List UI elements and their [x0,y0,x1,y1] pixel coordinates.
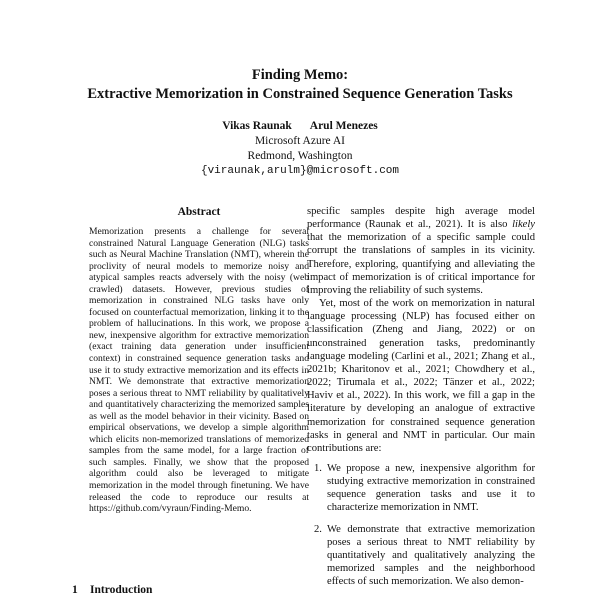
author-names [0,119,600,134]
title-line-1: Finding Memo: [251,67,349,83]
affiliation: Microsoft Azure AI [254,135,346,147]
contributions-list [307,462,535,588]
abstract-heading: Abstract [177,206,221,218]
author-block [0,119,600,179]
email: {viraunak,arulm}@microsoft.com [200,165,400,177]
list-item [307,462,535,515]
section-number: 1 [72,584,78,596]
section-title: Introduction [90,584,153,596]
introduction-heading [72,583,152,597]
list-marker: 2. [314,523,322,535]
right-column [307,205,535,596]
author-1: Vikas Raunak [222,120,292,132]
author-2: Arul Menezes [309,120,378,132]
paper-title [0,66,600,104]
list-marker: 1. [314,462,322,474]
emphasis-likely: likely [512,219,535,231]
title-line-2: Extractive Memorization in Constrained Sequence Generation Tasks [87,86,513,102]
list-item-text: We demonstrate that extractive memorization poses a serious threat to NMT reliability by quantitatively and qualitatively analyzing the memorized samples and the neighborhood effects of such memorization. We also demon- [327,523,535,588]
right-paragraph-2: Yet, most of the work on memorization in natural language processing (NLP) has focused either on classification (Zheng and Jiang, 2022) or on unconstrained generation tasks, predominantly language modeling (Carlini et al., 2021; Zhang et al., 2021b; Kharitonov et al., 2021; Chowdhery et al., 2022; Tirumala et al., 2022; Tänzer et al., 2022; Haviv et al., 2022). In this work, we fill a gap in the literature by developing an analogue of extractive memorization for constrained sequence generation tasks in general and NMT in particular. Our main contributions are: [307,298,535,454]
location: Redmond, Washington [247,150,353,162]
right-paragraph-1 [307,205,535,297]
list-item [307,523,535,589]
paragraph-1-part-b: that the memorization of a specific sample could corrupt the translations of samples in its vicinity. Therefore, exploring, quantifying and alleviating the impact of memorization is of critical importance for improving the reliability of such systems. [307,232,535,296]
paragraph-1-part-a: specific samples despite high average model performance (Raunak et al., 2021). It is also [307,206,535,231]
abstract-body: Memorization presents a challenge for several constrained Natural Language Generation (NLG) tasks such as Neural Machine Translation (NMT), wherein the proclivity of neural models to memorize noisy and atypical samples reacts adversely with the noisy (web crawled) datasets. However, previous studies of memorization in constrained NLG tasks have only focused on counterfactual memorization, linking it to the problem of hallucinations. In this work, we propose a new, inexpensive algorithm for extractive memorization (exact training data generation under insufficient context) in constrained sequence generation tasks and use it to study extractive memorization and its effects in NMT. We demonstrate that extractive memorization poses a serious threat to NMT reliability by qualitatively and quantitatively characterizing the memorized samples as well as the model behavior in their vicinity. Based on empirical observations, we develop a simple algorithm which elicits non-memorized translations of memorized samples from the same model, for a large fraction of such samples. Finally, we show that the proposed algorithm could also be leveraged to mitigate memorization in the model through finetuning. We have released the code to reproduce our results at https://github.com/vyraun/Finding-Memo. [89,226,309,515]
list-item-text: We propose a new, inexpensive algorithm for studying extractive memorization in constrained sequence generation tasks and use it to characterize memorization in NMT. [327,462,535,514]
